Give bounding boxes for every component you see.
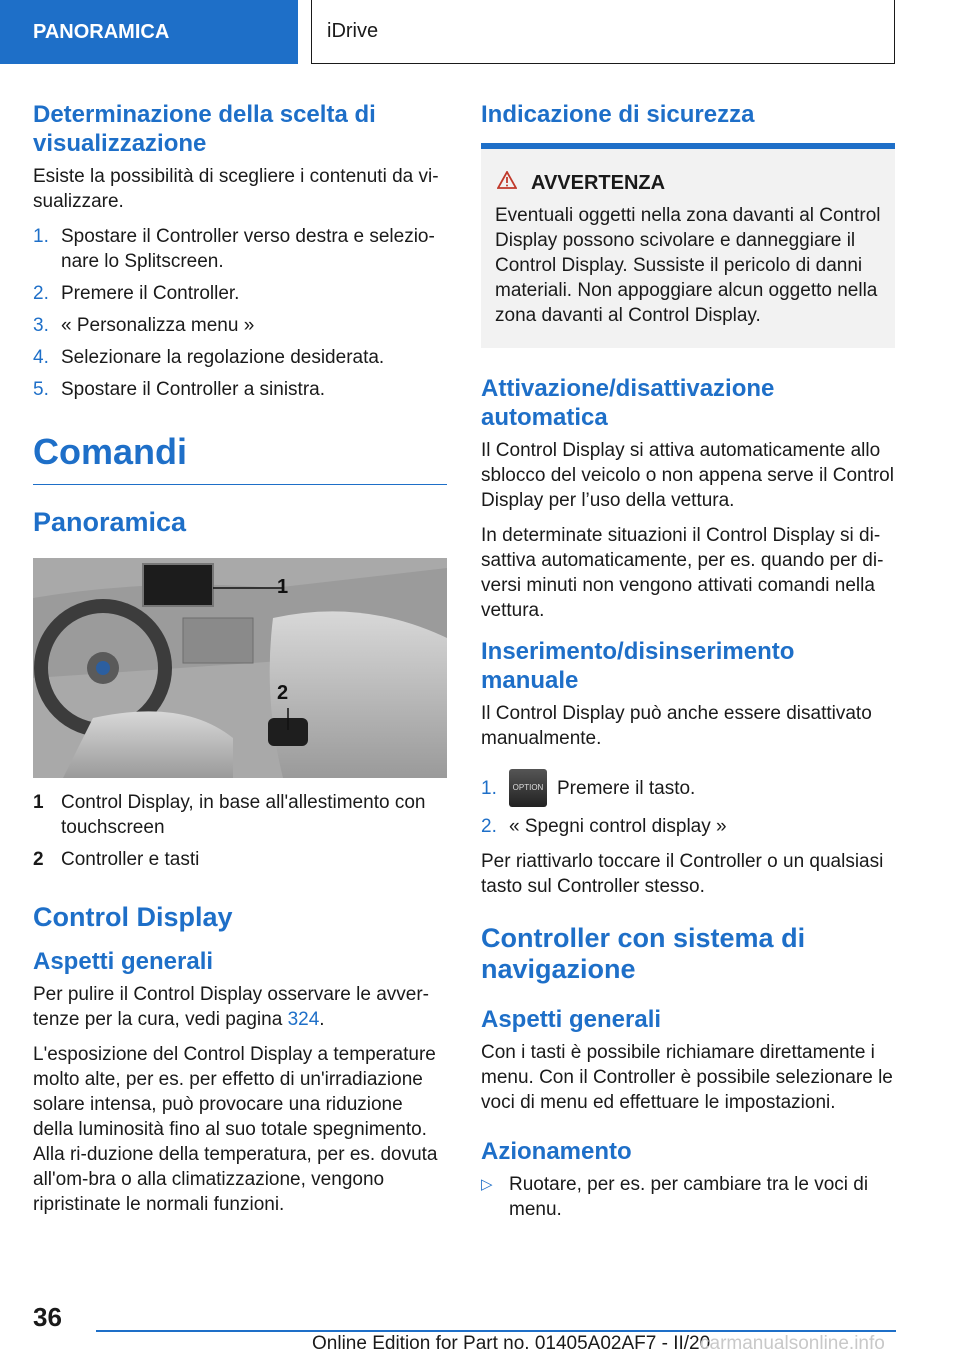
paragraph-auto-2: In determinate situazioni il Control Display si di-sattiva automaticamente, per es. quando per di-versi minuti non vengono attivati comandi nella vettura.: [481, 525, 884, 621]
step-number: 2.: [481, 816, 497, 837]
triangle-bullet-icon: ▷: [481, 1176, 493, 1193]
left-column: [33, 100, 447, 1227]
step-item: [481, 769, 895, 807]
cockpit-illustration: [33, 558, 447, 778]
step-item: [481, 814, 895, 839]
step-number: 1.: [481, 777, 497, 799]
header-section-label: PANORAMICA: [33, 20, 170, 43]
option-button-label: OPTION: [512, 783, 544, 792]
heading-aspetti-generali: Aspetti generali: [33, 948, 214, 975]
heading-control-display: Control Display: [33, 902, 233, 932]
header-chapter: [311, 0, 895, 64]
page-number: 36: [33, 1302, 62, 1332]
selection-steps: [33, 224, 447, 402]
step-item: [33, 313, 447, 338]
step-item: [33, 281, 447, 306]
step-text: « Spegni control display »: [509, 816, 727, 837]
list-item: [481, 1172, 895, 1222]
step-text: « Personalizza menu »: [61, 315, 255, 336]
step-text: Premere il Controller.: [61, 283, 240, 304]
step-number: 2.: [33, 283, 49, 304]
heading-panoramica: Panoramica: [33, 507, 187, 537]
right-column: [481, 100, 895, 1222]
warning-header: [489, 171, 887, 195]
paragraph-manuale: Il Control Display può anche essere disattivato manualmente.: [481, 703, 872, 749]
legend-text: Controller e tasti: [61, 849, 200, 870]
footer-watermark: carmanualsonline.info: [700, 1333, 885, 1354]
chapter-title: Comandi: [33, 430, 447, 485]
paragraph-pulizia: [33, 982, 447, 1032]
legend-item: [33, 847, 447, 872]
cockpit-image: [33, 558, 447, 778]
step-number: 1.: [33, 226, 49, 247]
legend-text: Control Display, in base all'allestimento con touchscreen: [61, 792, 426, 838]
header-chapter-label: iDrive: [327, 20, 379, 42]
step-text: Spostare il Controller verso destra e selezio-nare lo Splitscreen.: [61, 226, 435, 272]
list-item-text: Ruotare, per es. per cambiare tra le voci di menu.: [509, 1174, 869, 1220]
warning-text: Eventuali oggetti nella zona davanti al Control Display possono scivolare e danneggiare il Control Display. Sussiste il pericolo di danni materiali. Non appoggiare alcun oggetto nella zona davanti al Control Display.: [495, 205, 881, 326]
warning-title: AVVERTENZA: [531, 171, 666, 194]
step-number: 3.: [33, 315, 49, 336]
page-reference-link[interactable]: 324: [287, 1009, 320, 1030]
footer-edition: Online Edition for Part no. 01405A02AF7 - II/20: [312, 1333, 711, 1354]
legend-number: 1: [33, 792, 44, 813]
legend-number: 2: [33, 849, 44, 870]
step-number: 4.: [33, 347, 49, 368]
step-number: 5.: [33, 379, 49, 400]
paragraph-aspetti-2: Con i tasti è possibile richiamare direttamente i menu. Con il Controller è possibile selezionare le voci di menu ed effettuare le impostazioni.: [481, 1042, 893, 1113]
step-item: [33, 224, 447, 274]
step-text: Spostare il Controller a sinistra.: [61, 379, 325, 400]
paragraph-pulizia-end: .: [319, 1009, 325, 1030]
paragraph-riattivare: Per riattivarlo toccare il Controller o un qualsiasi tasto sul Controller stesso.: [481, 851, 884, 897]
heading-azionamento: Azionamento: [481, 1138, 632, 1165]
paragraph-auto-1: Il Control Display si attiva automaticamente allo sblocco del veicolo o non appena serve il Control Display per l’uso della vettura.: [481, 440, 894, 511]
figure-label-2: 2: [277, 682, 289, 704]
paragraph-pulizia-text: Per pulire il Control Display osservare le avver-tenze per la cura, vedi pagina: [33, 984, 429, 1030]
warning-triangle-icon: [497, 171, 517, 195]
heading-attivazione-automatica: Attivazione/disattivazione automatica: [481, 375, 775, 431]
heading-controller-navigazione: Controller con sistema di navigazione: [481, 923, 806, 984]
warning-box: [481, 143, 895, 348]
footer-divider: [96, 1330, 896, 1332]
header-section: [0, 0, 298, 64]
legend-item: [33, 790, 447, 840]
paragraph-display-selection: Esiste la possibilità di scegliere i contenuti da vi-sualizzare.: [33, 166, 439, 212]
heading-sicurezza: Indicazione di sicurezza: [481, 101, 755, 128]
step-text: Premere il tasto.: [557, 777, 696, 799]
figure-legend: [33, 790, 447, 872]
option-button-icon: [509, 769, 547, 807]
figure-label-1: 1: [277, 576, 289, 598]
step-item: [33, 345, 447, 370]
step-text: Selezionare la regolazione desiderata.: [61, 347, 385, 368]
manual-steps: [481, 769, 895, 839]
heading-aspetti-generali-2: Aspetti generali: [481, 1006, 662, 1033]
step-item: [33, 377, 447, 402]
heading-display-selection: Determinazione della scelta di visualizzazione: [33, 101, 376, 157]
paragraph-esposizione: L'esposizione del Control Display a temperature molto alte, per es. per effetto di un'irradiazione solare intensa, può provocare una riduzione della luminosità fino al suo totale spegnimento. Alla ri-duzione della temperatura, per es. dovuta all'om-bra o alla climatizzazione, vengono ripristinate le normali funzioni.: [33, 1044, 438, 1215]
azionamento-list: [481, 1172, 895, 1222]
heading-manuale: Inserimento/disinserimento manuale: [481, 638, 795, 694]
